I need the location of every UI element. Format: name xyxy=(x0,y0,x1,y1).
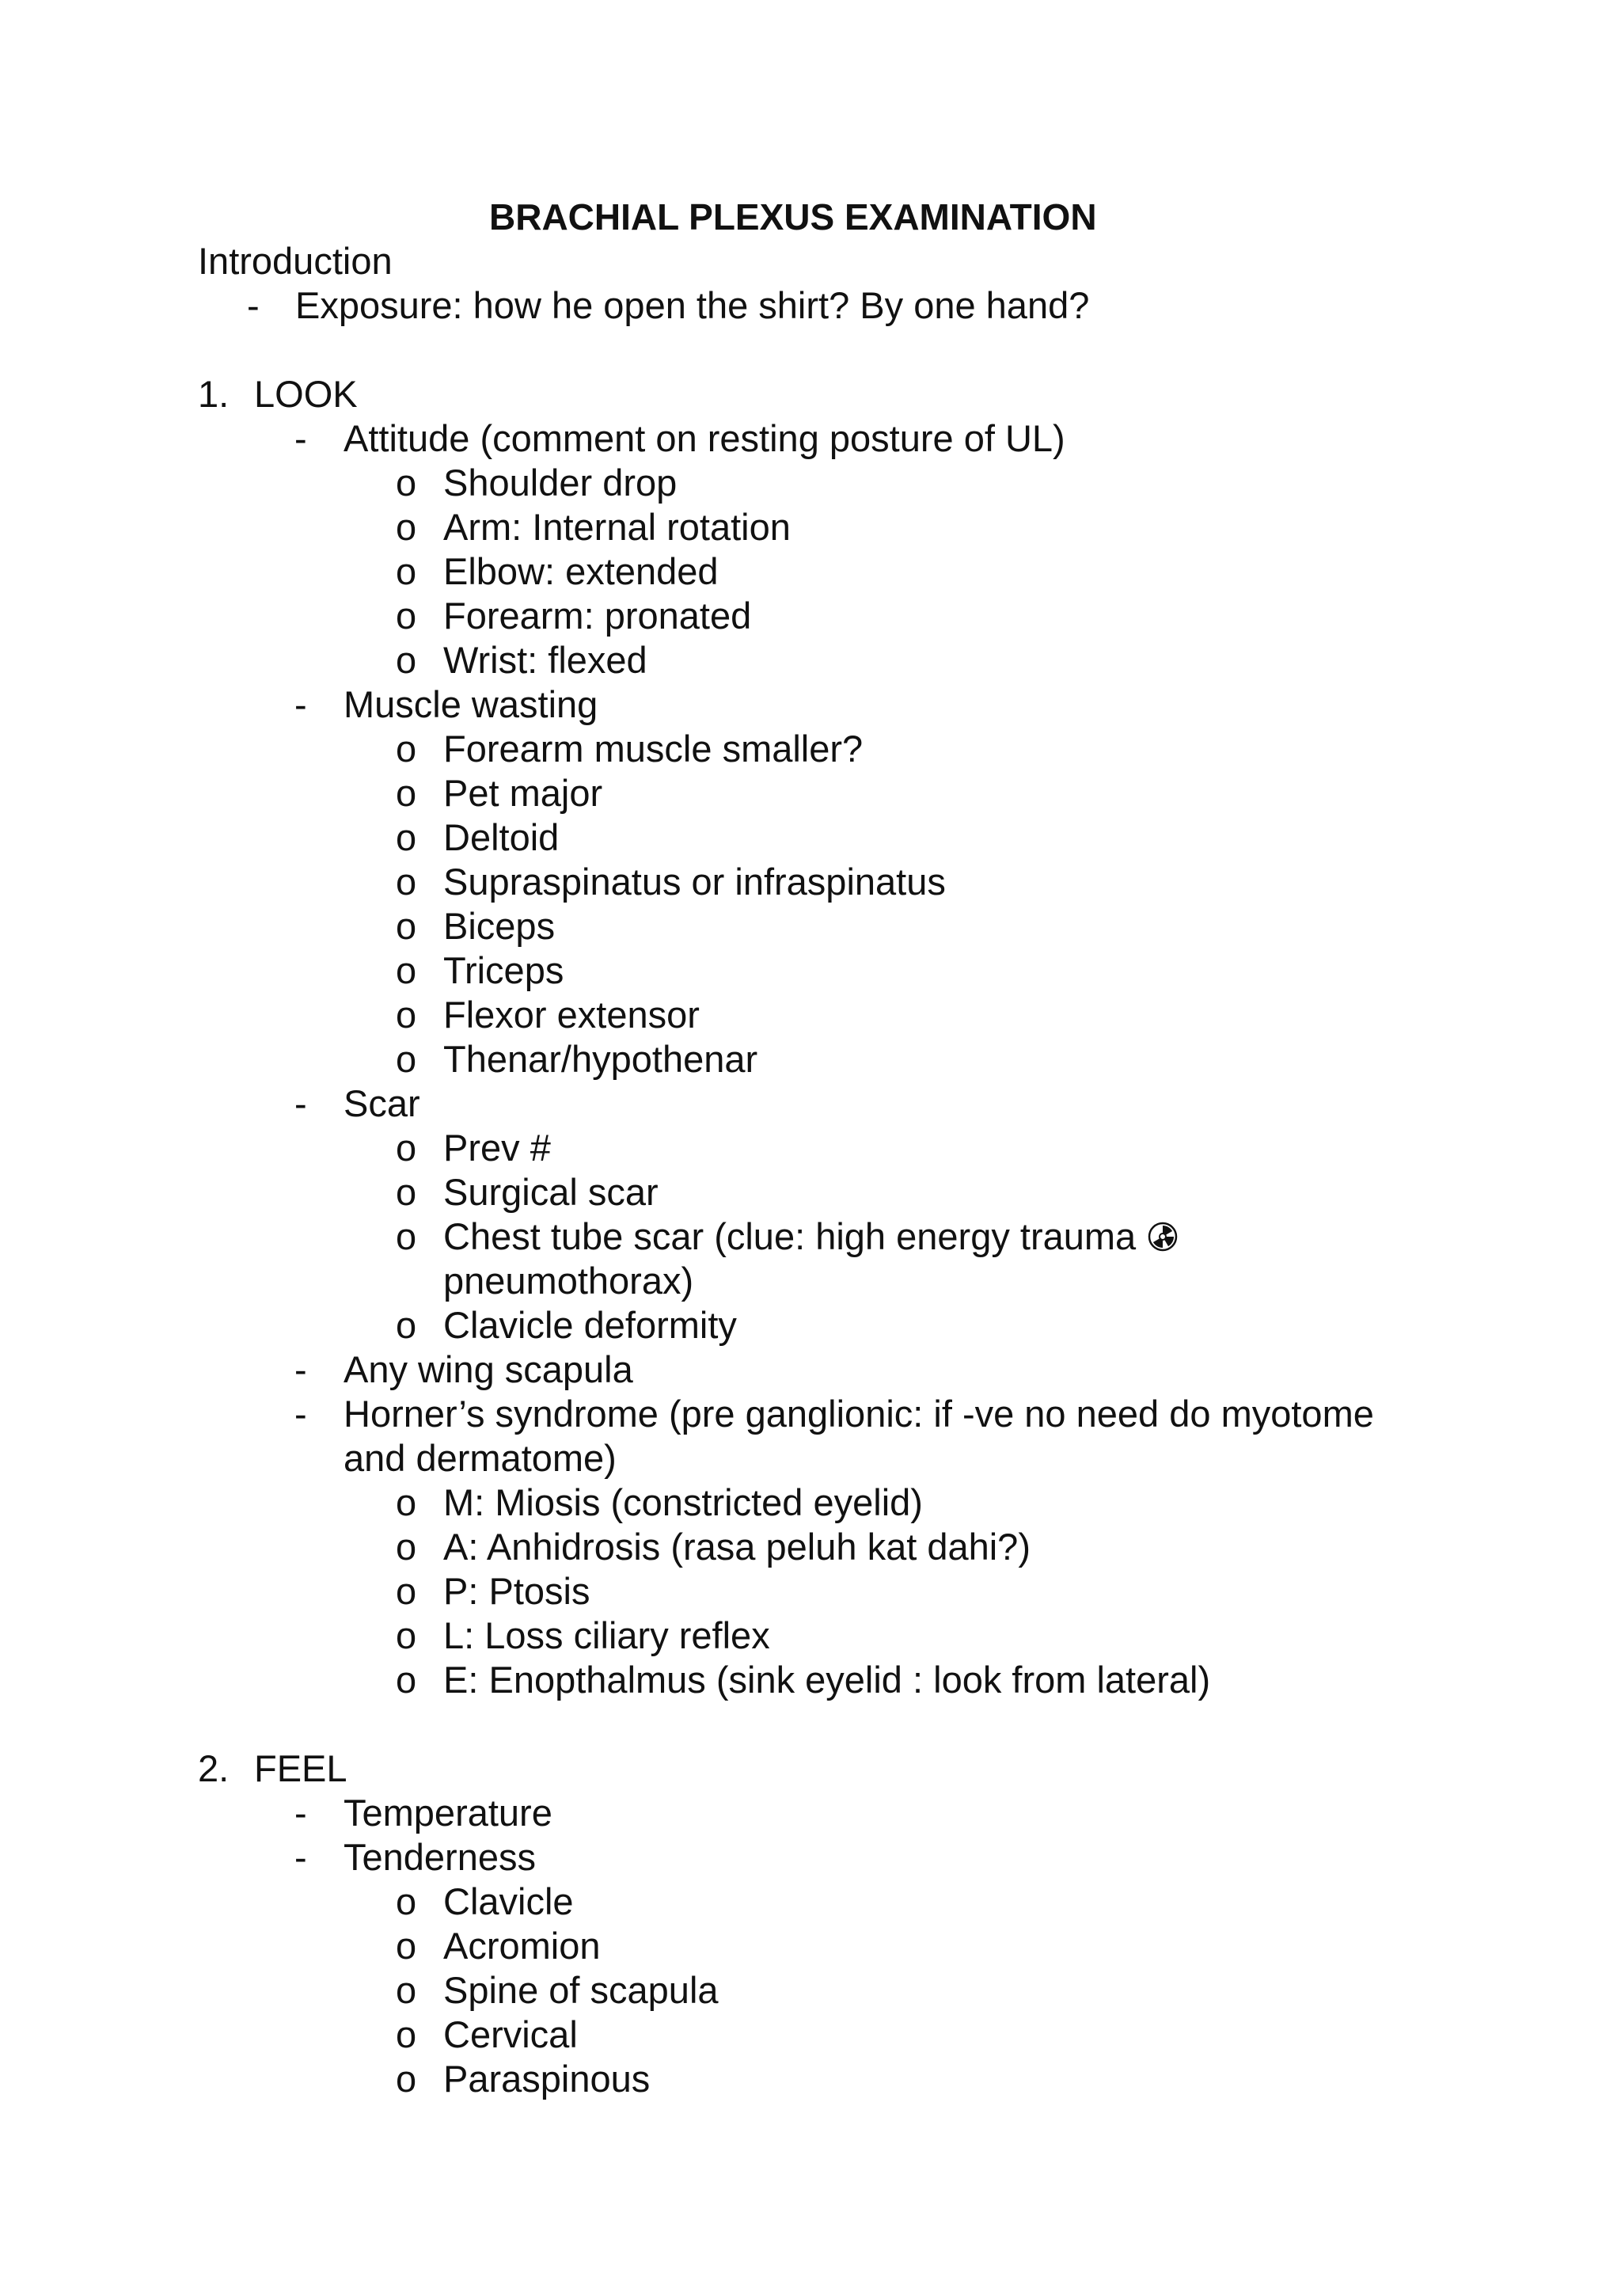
sub-list-item: Cervical xyxy=(443,2013,578,2055)
sub-list-item-text: Chest tube scar (clue: high energy trauma xyxy=(443,1215,1137,1257)
document-title: BRACHIAL PLEXUS EXAMINATION xyxy=(489,196,1097,238)
introduction-item: Exposure: how he open the shirt? By one hand? xyxy=(295,284,1090,326)
bullet-marker: o xyxy=(396,772,417,814)
sub-list-item: Arm: Internal rotation xyxy=(443,506,791,548)
list-item: Any wing scapula xyxy=(344,1348,633,1390)
sub-list-item: Clavicle deformity xyxy=(443,1304,737,1346)
dash-marker: - xyxy=(247,284,260,326)
bullet-marker: o xyxy=(396,550,417,592)
sub-list-item: Deltoid xyxy=(443,816,560,858)
sub-list-item: P: Ptosis xyxy=(443,1570,590,1612)
dash-marker: - xyxy=(294,1348,307,1390)
bullet-marker: o xyxy=(396,595,417,637)
bullet-marker: o xyxy=(396,728,417,770)
list-item: Scar xyxy=(344,1082,420,1124)
bullet-marker: o xyxy=(396,506,417,548)
sub-list-item: Elbow: extended xyxy=(443,550,719,592)
bullet-marker: o xyxy=(396,861,417,903)
bullet-marker: o xyxy=(396,1481,417,1523)
bullet-marker: o xyxy=(396,1570,417,1612)
sub-list-item: Flexor extensor xyxy=(443,994,700,1036)
dash-marker: - xyxy=(294,1393,307,1435)
dash-marker: - xyxy=(294,1792,307,1834)
sub-list-item: Pet major xyxy=(443,772,603,814)
sub-list-item: Paraspinous xyxy=(443,2058,651,2100)
section-heading-look: LOOK xyxy=(254,373,358,415)
bullet-marker: o xyxy=(396,1880,417,1922)
sub-list-item: Surgical scar xyxy=(443,1171,659,1213)
dash-marker: - xyxy=(294,1082,307,1124)
sub-list-item: Spine of scapula xyxy=(443,1969,719,2011)
bullet-marker: o xyxy=(396,2013,417,2055)
list-item: Muscle wasting xyxy=(344,683,598,725)
bullet-marker: o xyxy=(396,1659,417,1701)
sub-list-item: Thenar/hypothenar xyxy=(443,1038,758,1080)
section-number: 2. xyxy=(198,1747,230,1789)
list-item: Temperature xyxy=(344,1792,552,1834)
list-item: Tenderness xyxy=(344,1836,536,1878)
sub-list-item: Biceps xyxy=(443,905,556,947)
bullet-marker: o xyxy=(396,2058,417,2100)
bullet-marker: o xyxy=(396,1038,417,1080)
bullet-marker: o xyxy=(396,949,417,991)
section-number: 1. xyxy=(198,373,230,415)
sub-list-item: Forearm muscle smaller? xyxy=(443,728,864,770)
bullet-marker: o xyxy=(396,462,417,504)
introduction-heading: Introduction xyxy=(198,240,393,282)
sub-list-item: Triceps xyxy=(443,949,564,991)
bullet-marker: o xyxy=(396,1969,417,2011)
bullet-marker: o xyxy=(396,1127,417,1169)
sub-list-item: E: Enopthalmus (sink eyelid : look from lateral) xyxy=(443,1659,1211,1701)
sub-list-item: Shoulder drop xyxy=(443,462,678,504)
dash-marker: - xyxy=(294,683,307,725)
sub-list-item: A: Anhidrosis (rasa peluh kat dahi?) xyxy=(443,1526,1031,1568)
sub-list-item: Wrist: flexed xyxy=(443,639,647,681)
list-item: Attitude (comment on resting posture of UL) xyxy=(344,417,1065,459)
bullet-marker: o xyxy=(396,816,417,858)
list-item-continuation: and dermatome) xyxy=(344,1437,617,1479)
bullet-marker: o xyxy=(396,1215,417,1257)
bullet-marker: o xyxy=(396,1614,417,1656)
sub-list-item: Prev # xyxy=(443,1127,551,1169)
sub-list-item: Forearm: pronated xyxy=(443,595,752,637)
sub-list-item-continuation: pneumothorax) xyxy=(443,1260,694,1302)
sub-list-item: M: Miosis (constricted eyelid) xyxy=(443,1481,923,1523)
sub-list-item: Acromion xyxy=(443,1925,601,1967)
radiation-trefoil-icon xyxy=(1147,1218,1179,1262)
bullet-marker: o xyxy=(396,1526,417,1568)
bullet-marker: o xyxy=(396,905,417,947)
section-heading-feel: FEEL xyxy=(254,1747,347,1789)
sub-list-item: Supraspinatus or infraspinatus xyxy=(443,861,946,903)
sub-list-item-with-icon xyxy=(443,1215,1179,1262)
list-item: Horner’s syndrome (pre ganglionic: if -ve no need do myotome xyxy=(344,1393,1374,1435)
sub-list-item: Clavicle xyxy=(443,1880,574,1922)
bullet-marker: o xyxy=(396,1304,417,1346)
dash-marker: - xyxy=(294,1836,307,1878)
bullet-marker: o xyxy=(396,1171,417,1213)
dash-marker: - xyxy=(294,417,307,459)
sub-list-item: L: Loss ciliary reflex xyxy=(443,1614,770,1656)
bullet-marker: o xyxy=(396,639,417,681)
bullet-marker: o xyxy=(396,994,417,1036)
bullet-marker: o xyxy=(396,1925,417,1967)
